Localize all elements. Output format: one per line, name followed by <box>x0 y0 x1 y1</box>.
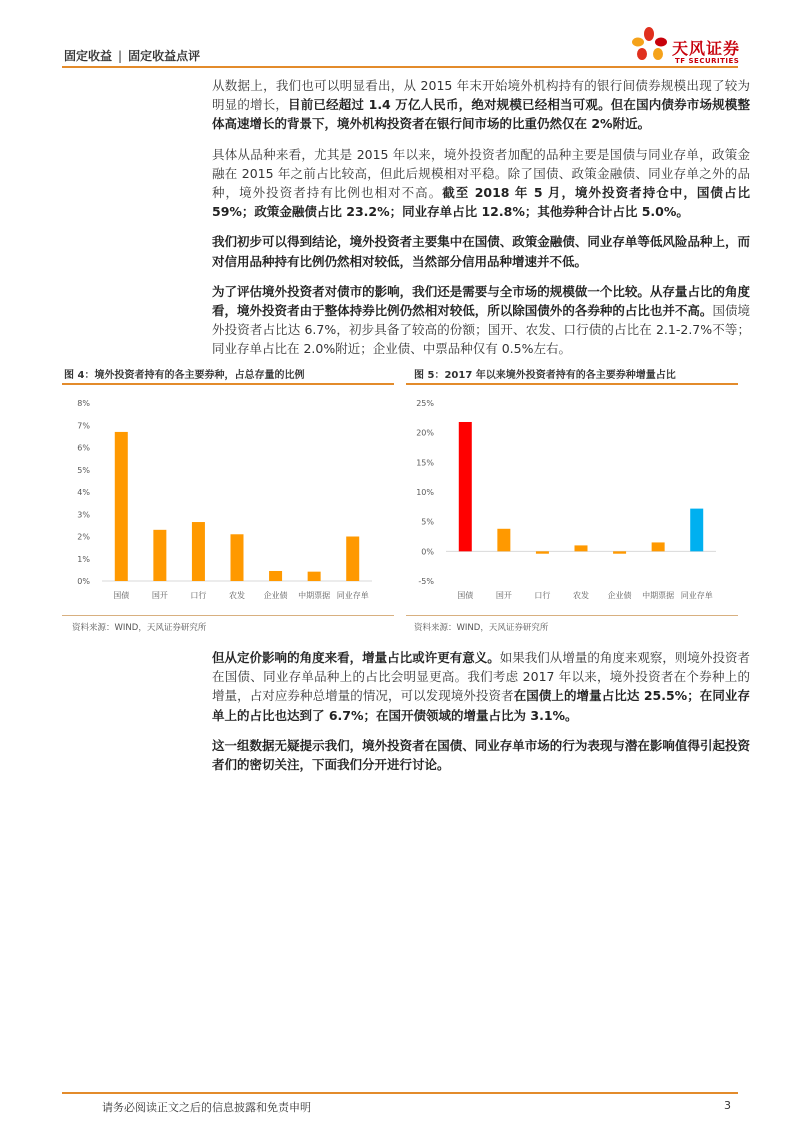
header-subsection: 固定收益点评 <box>128 49 201 63</box>
footer-disclaimer: 请务必阅读正文之后的信息披露和免责申明 <box>102 1101 311 1114</box>
y-tick-label: 5% <box>77 465 90 475</box>
x-tick-label: 口行 <box>534 591 551 600</box>
y-tick-label: 4% <box>77 488 90 497</box>
figure-5-title: 图 5：2017 年以来境外投资者持有的各主要券种增量占比 <box>414 370 676 381</box>
x-tick-label: 企业债 <box>607 591 632 600</box>
y-tick-label: 6% <box>77 443 90 453</box>
x-tick-label: 国开 <box>151 591 168 600</box>
y-tick-label: 1% <box>77 554 90 564</box>
figure-5-source: 资料来源：WIND，天风证券研究所 <box>414 623 549 633</box>
header-separator: | <box>118 49 123 63</box>
brand-name: 天风证券 <box>672 39 741 58</box>
y-tick-label: -5% <box>418 577 434 586</box>
y-tick-label: 25% <box>416 399 434 408</box>
x-tick-label: 中期票据 <box>642 591 675 600</box>
body-text-top <box>212 76 750 370</box>
figure-4-chart <box>62 385 394 613</box>
y-tick-label: 2% <box>77 532 90 542</box>
bar-企业债 <box>613 551 626 553</box>
header-divider <box>62 66 738 68</box>
figure-5-bottom-rule <box>406 615 738 616</box>
bar-中期票据 <box>308 572 321 581</box>
bar-国开 <box>497 529 510 552</box>
bar-国债 <box>115 432 128 581</box>
brand-logo <box>628 24 748 72</box>
y-tick-label: 20% <box>416 428 434 438</box>
paragraph-1: 从数据上，我们也可以明显看出，从 2015 年末开始境外机构持有的银行间债券规模出现了较为明显的增长，目前已经超过 1.4 万亿人民币，绝对规模已经相当可观。但在国内债券市场规模整体高速增长的背景下，境外机构投资者在银行间市场的比重仍然仅在 2%附近。 <box>212 78 750 132</box>
bar-同业存单 <box>346 537 359 582</box>
body-text-bottom <box>212 648 750 785</box>
paragraph-4: 为了评估境外投资者对债市的影响，我们还是需要与全市场的规模做一个比较。从存量占比的角度看，境外投资者由于整体持券比例仍然相对较低，所以除国债外的各券种的占比也并不高。国债境外投资者占比达 6.7%，初步具备了较高的份额；国开、农发、口行债的占比在 2.1-2.7%不等；同业存单占比在 2.0%附近；企业债、中票品种仅有 0.5%左右。 <box>212 283 750 357</box>
footer-divider <box>62 1092 738 1094</box>
x-tick-label: 同业存单 <box>680 591 713 600</box>
bar-企业债 <box>269 571 282 581</box>
y-tick-label: 15% <box>416 458 434 468</box>
y-tick-label: 10% <box>416 488 434 497</box>
x-tick-label: 企业债 <box>263 591 288 600</box>
brand-name-en: TF SECURITIES <box>675 57 740 65</box>
y-tick-label: 7% <box>77 421 90 431</box>
figure-5-chart <box>406 385 738 613</box>
flower-logo-icon <box>628 24 672 72</box>
paragraph-2: 具体从品种来看，尤其是 2015 年以来，境外投资者加配的品种主要是国债与同业存单，政策金融在 2015 年之前占比较高，但此后规模相对平稳。除了国债、政策金融债、同业存单之外的品种，境外投资者持有比例也相对不高。截至 2018 年 5 月，境外投资者持仓中，国债占比 59%；政策金融债占比 23.2%；同业存单占比 12.8%；其他券种合计占比 5.0%。 <box>212 146 750 220</box>
y-tick-label: 8% <box>77 399 90 408</box>
bar-口行 <box>192 522 205 581</box>
bar-国开 <box>153 530 166 581</box>
page-number: 3 <box>724 1099 731 1112</box>
bar-中期票据 <box>652 542 665 551</box>
bar-同业存单 <box>690 509 703 552</box>
y-tick-label: 3% <box>77 510 90 520</box>
y-tick-label: 0% <box>77 577 90 586</box>
bar-国债 <box>459 422 472 551</box>
x-tick-label: 国债 <box>457 591 474 600</box>
paragraph-3: 我们初步可以得到结论，境外投资者主要集中在国债、政策金融债、同业存单等低风险品种上，而对信用品种持有比例仍然相对较低，当然部分信用品种增速并不低。 <box>212 234 750 269</box>
y-tick-label: 0% <box>421 547 434 557</box>
x-tick-label: 中期票据 <box>298 591 331 600</box>
figure-4-title: 图 4：境外投资者持有的各主要券种，占总存量的比例 <box>64 370 305 381</box>
bar-农发 <box>575 545 588 551</box>
x-tick-label: 口行 <box>190 591 207 600</box>
x-tick-label: 国债 <box>113 591 130 600</box>
bar-口行 <box>536 551 549 553</box>
x-tick-label: 农发 <box>229 591 245 600</box>
y-tick-label: 5% <box>421 517 434 527</box>
header-breadcrumb <box>64 47 200 64</box>
paragraph-5: 但从定价影响的角度来看，增量占比或许更有意义。如果我们从增量的角度来观察，则境外投资者在国债、同业存单品种上的占比会明显更高。我们考虑 2017 年以来，境外投资者在个券种上的增量，占对应券种总增量的情况，可以发现境外投资者在国债上的增量占比达 25.5%；在同业存单上的占比也达到了 6.7%；在国开债领域的增量占比为 3.1%。 <box>212 650 750 723</box>
bar-农发 <box>231 534 244 581</box>
header-section: 固定收益 <box>64 49 113 63</box>
x-tick-label: 同业存单 <box>336 591 369 600</box>
x-tick-label: 农发 <box>573 591 589 600</box>
paragraph-6: 这一组数据无疑提示我们，境外投资者在国债、同业存单市场的行为表现与潜在影响值得引起投资者们的密切关注，下面我们分开进行讨论。 <box>212 737 750 773</box>
figure-4-bottom-rule <box>62 615 394 616</box>
figure-4-source: 资料来源：WIND，天风证券研究所 <box>72 623 207 633</box>
x-tick-label: 国开 <box>495 591 512 600</box>
